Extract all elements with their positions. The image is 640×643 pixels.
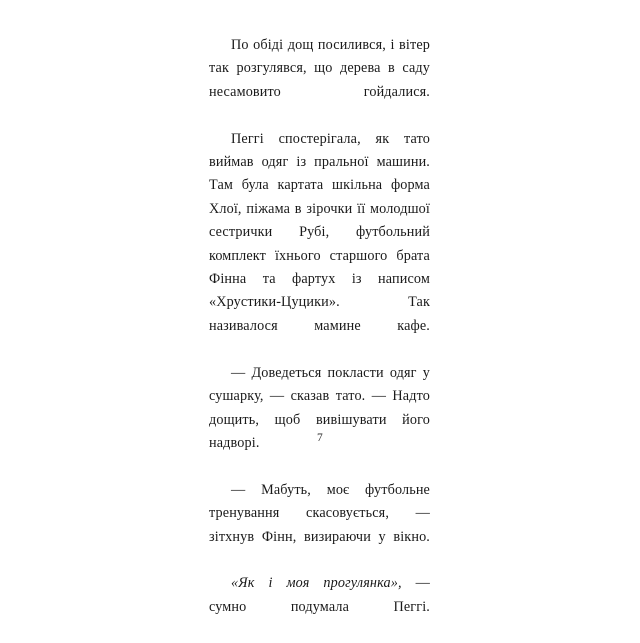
thought-attribution: — сумно подумала Пеггі. <box>209 575 430 615</box>
page-text-block <box>209 34 430 643</box>
paragraph-4-dialogue: — Мабуть, моє футбольне тренування скасовується, — зітхнув Фінн, визираючи у вікно. <box>209 481 430 545</box>
paragraph-5-thought <box>209 572 430 642</box>
paragraph-2: Пеггі спостерігала, як тато виймав одяг із пральної машини. Там була картата шкільна форма Хлої, піжама в зірочки її молодшої сестрички Рубі, футбольний комплект їхнього старшого брата Фінна та фартух із написом «Хрустики-Цуцики». Так називалося мамине кафе. <box>209 130 430 334</box>
thought-italic-quote: «Як і моя прогулянка», <box>231 575 402 592</box>
paragraph-3-dialogue: — Доведеться покласти одяг у сушарку, — сказав тато. — Надто дощить, щоб вивішувати його надворі. <box>209 364 430 451</box>
page-number: 7 <box>317 432 323 444</box>
paragraph-1: По обіді дощ посилився, і вітер так розгулявся, що дерева в саду несамовито гойдалися. <box>209 37 430 100</box>
